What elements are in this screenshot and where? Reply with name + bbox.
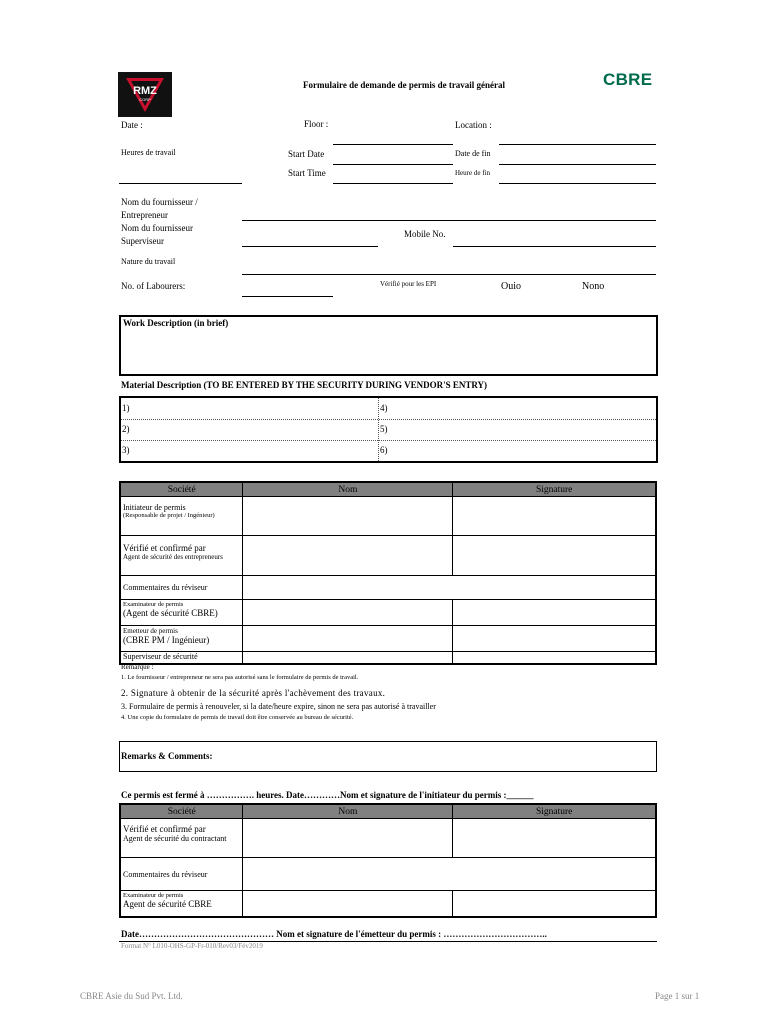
examinateur-label: Examinateur de permis [123,601,184,608]
remark-2: 2. Signature à obtenir de la sécurité après l'achèvement des travaux. [121,688,386,698]
table-row [120,536,656,576]
heures-field[interactable] [119,183,242,184]
commentaires2-label: Commentaires du réviseur [120,858,243,891]
labourers-field[interactable] [242,296,333,297]
epi-label: Vérifié pour les EPI [380,280,437,288]
col-nom: Nom [243,804,453,819]
material-item-2[interactable]: 2) [122,424,130,434]
nature-field[interactable] [242,274,656,275]
work-description-label: Work Description (in brief) [123,318,229,328]
location-field[interactable] [499,144,656,145]
table-row [120,858,656,891]
cbre-logo: CBRE [603,70,653,89]
col-societe: Société [120,482,243,497]
mobile-field[interactable] [453,246,656,247]
final-line: Date……………………………………… Nom et signature de l'émetteur du permis : …………………………….. [121,929,547,939]
verifie-label: Vérifié et confirmé par [123,543,206,553]
verifie-sublabel: Agent de sécurité des entrepreneurs [123,553,223,561]
commentaires-label: Commentaires du réviseur [120,576,243,600]
start-date-field[interactable] [333,164,453,165]
row-initiateur [120,497,243,536]
remark-4: 4. Une copie du formulaire de permis de travail doit être conservée au bureau de sécurité. [121,714,354,721]
material-row-sep [121,419,656,420]
fournisseur-field[interactable] [242,220,656,221]
logo-subtext: CORP [139,97,151,102]
table-row [120,819,656,858]
row-verifie [120,536,243,576]
verifie2-label: Vérifié et confirmé par [123,824,206,834]
superviseur-securite-label: Superviseur de sécurité [120,652,243,664]
remarks-comments-label: Remarks & Comments: [121,751,213,761]
superviseur-signature-cell[interactable] [453,652,656,664]
start-time-field[interactable] [333,183,453,184]
superviseur-nom-cell[interactable] [243,652,453,664]
examinateur-sublabel: (Agent de sécurité CBRE) [123,608,218,618]
remarks-title: Remarque : [121,663,154,671]
col-societe: Société [120,804,243,819]
nature-label: Nature du travail [121,257,176,266]
verifie2-signature-cell[interactable] [453,819,656,858]
emetteur-signature-cell[interactable] [453,626,656,652]
material-item-3[interactable]: 3) [122,445,130,455]
material-item-5[interactable]: 5) [380,424,388,434]
commentaires-cell[interactable] [243,576,656,600]
verifie-nom-cell[interactable] [243,536,453,576]
row-verifie2 [120,819,243,858]
heure-fin-field[interactable] [499,183,656,184]
table-row [120,600,656,626]
fournisseur-label [121,196,198,222]
remark-1: 1. Le fournisseur / entrepreneur ne sera pas autorisé sans le formulaire de permis de travail. [121,674,359,681]
heure-fin-label: Heure de fin [455,169,490,177]
fournisseur-label-line1: Nom du fournisseur / [121,197,198,207]
table-row [120,626,656,652]
start-date-label: Start Date [288,149,325,159]
material-divider [378,398,379,461]
table-row [120,891,656,917]
heures-label: Heures de travail [121,148,176,157]
material-item-1[interactable]: 1) [122,403,130,413]
initiateur-signature-cell[interactable] [453,497,656,536]
initiateur-sublabel: (Responsable de projet / Ingénieur) [123,512,215,519]
initiateur-label: Initiateur de permis [123,503,186,512]
initiateur-nom-cell[interactable] [243,497,453,536]
examinateur2-sublabel: Agent de sécurité CBRE [123,899,212,909]
approval-table [119,481,657,665]
material-title: Material Description (TO BE ENTERED BY THE SECURITY DURING VENDOR'S ENTRY) [121,380,488,390]
examinateur2-label: Examinateur de permis [123,892,184,899]
col-signature: Signature [453,482,656,497]
remark-3: 3. Formulaire de permis à renouveler, si la date/heure expire, sinon ne sera pas autorisé à travailler [121,702,436,711]
format-reference: Format N° L010-OHS-GP-Fr-010/Rev03/Fév2019 [121,942,263,950]
material-row-sep [121,440,656,441]
material-item-6[interactable]: 6) [380,445,388,455]
start-time-label: Start Time [288,168,326,178]
rmz-logo [118,72,172,117]
col-signature: Signature [453,804,656,819]
emetteur-nom-cell[interactable] [243,626,453,652]
date-fin-field[interactable] [499,164,656,165]
date-label: Date : [121,120,143,130]
non-option[interactable]: Nono [582,281,605,292]
footer-company: CBRE Asie du Sud Pvt. Ltd. [80,991,183,1001]
verifie2-sublabel: Agent de sécurité du contractant [123,834,227,843]
fournisseur-label-line2: Entrepreneur [121,210,168,220]
verifie2-nom-cell[interactable] [243,819,453,858]
material-box [119,396,658,463]
emetteur-sublabel: (CBRE PM / Ingénieur) [123,635,210,645]
verifie-signature-cell[interactable] [453,536,656,576]
table-row [120,497,656,536]
examinateur2-nom-cell[interactable] [243,891,453,917]
floor-field[interactable] [333,144,453,145]
closed-line: Ce permis est fermé à ……………. heures. Date…………Nom et signature de l'initiateur du permis :______ [121,790,534,800]
remarks-comments-box[interactable] [119,741,657,772]
examinateur-signature-cell[interactable] [453,600,656,626]
logo-text: RMZ [133,85,157,97]
location-label: Location : [455,120,492,130]
table-row [120,652,656,664]
col-nom: Nom [243,482,453,497]
oui-option[interactable]: Ouio [501,281,521,292]
examinateur2-signature-cell[interactable] [453,891,656,917]
form-title: Formulaire de demande de permis de travail général [303,80,506,90]
emetteur-label: Emetteur de permis [123,627,178,635]
superviseur-label [121,222,193,248]
row-examinateur2 [120,891,243,917]
examinateur-nom-cell[interactable] [243,600,453,626]
footer-page: Page 1 sur 1 [655,991,700,1001]
material-item-4[interactable]: 4) [380,403,388,413]
commentaires2-cell[interactable] [243,858,656,891]
mobile-label: Mobile No. [404,229,446,239]
floor-label: Floor : [304,119,329,129]
row-emetteur [120,626,243,652]
labourers-label: No. of Labourers: [121,281,186,291]
closure-table [119,803,657,918]
superviseur-label-line1: Nom du fournisseur [121,223,193,233]
row-examinateur [120,600,243,626]
work-description-box[interactable] [119,315,658,376]
superviseur-field[interactable] [242,246,378,247]
approval-table-header [120,482,656,497]
table-row [120,576,656,600]
date-fin-label: Date de fin [455,149,491,158]
superviseur-label-line2: Superviseur [121,236,164,246]
closure-table-header [120,804,656,819]
